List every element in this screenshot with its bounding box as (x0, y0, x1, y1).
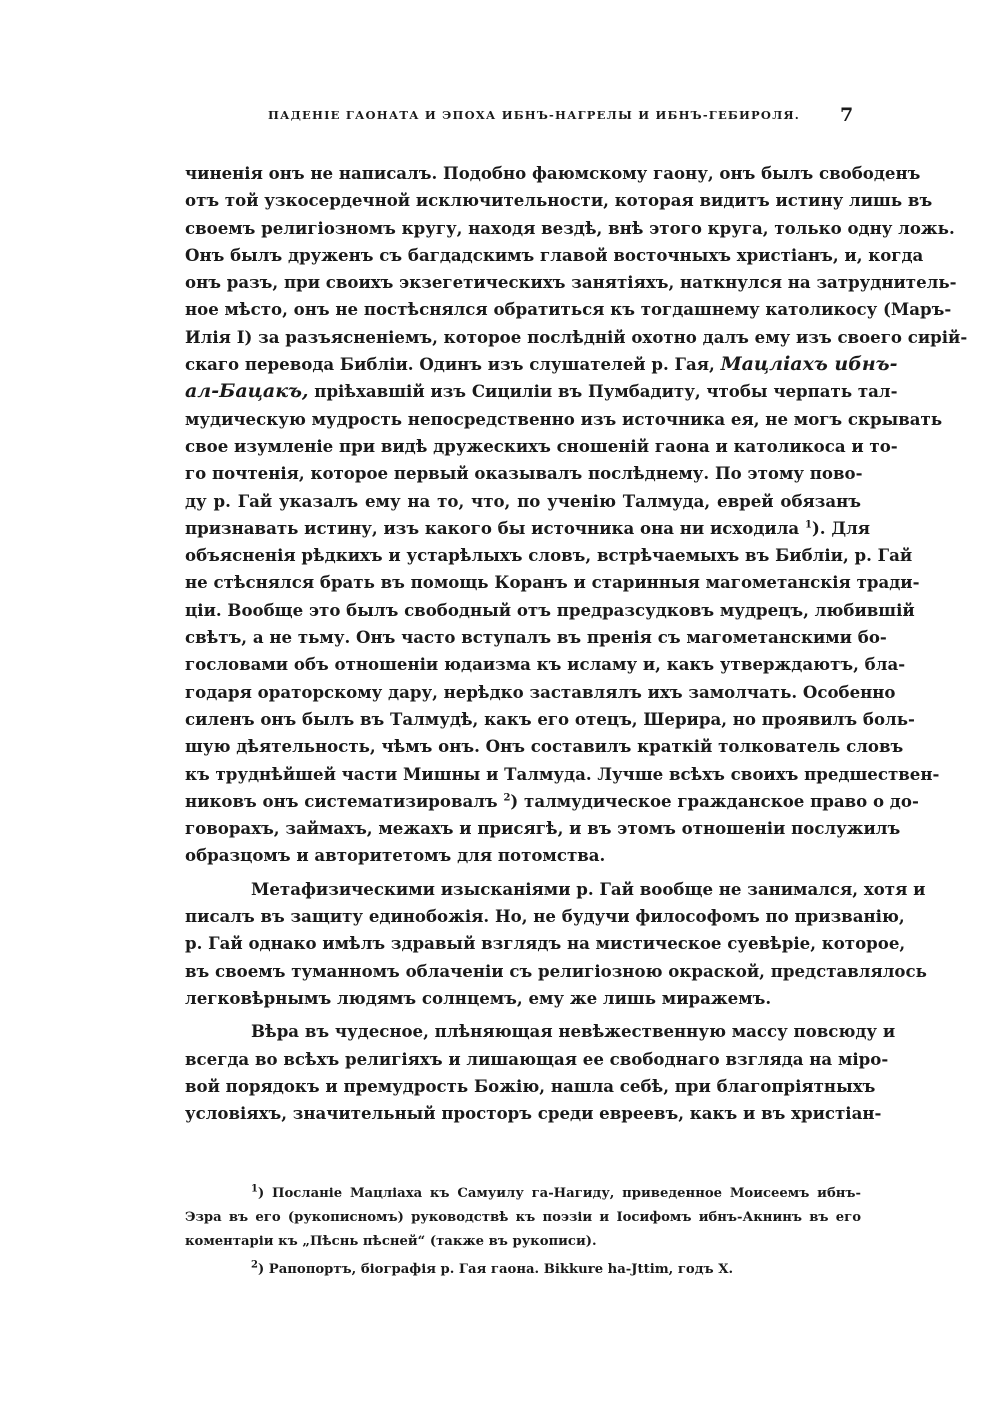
text-line (185, 515, 871, 542)
text-line: условіяхъ, значительный просторъ среди евреевъ, какъ и въ христіан- (185, 1103, 882, 1124)
text-line: онъ разъ, при своихъ экзегетическихъ занятіяхъ, наткнулся на затруднитель- (185, 272, 957, 293)
text-span: признавать истину, изъ какого бы источника она ни исходила (185, 517, 800, 538)
text-line: вой порядокъ и премудрость Божію, нашла себѣ, при благопріятныхъ (185, 1075, 876, 1096)
text-line: ду р. Гай указалъ ему на то, что, по ученію Талмуда, еврей обязанъ (185, 490, 861, 511)
page-number: 7 (840, 104, 854, 126)
text-span: пріѣхавшій изъ Сициліи въ Пумбадиту, чтобы черпать тал- (314, 381, 898, 402)
footnote-ref-1[interactable]: 1 (804, 519, 812, 531)
text-span: ). Для (811, 517, 871, 538)
text-line: го почтенія, которое первый оказывалъ послѣднему. По этому пово- (185, 463, 863, 484)
text-line: мудическую мудрость непосредственно изъ источника ея, не могъ скрывать (185, 408, 943, 429)
main-text (185, 160, 968, 1127)
text-line: свое изумленіе при видѣ дружескихъ сношеній гаона и католикоса и то- (185, 435, 898, 456)
text-line: отъ той узкосердечной исключительности, которая видитъ истину лишь въ (185, 190, 933, 211)
footnote-text: ) Рапопортъ, біографія р. Гая гаона. Bikkure ha-Jttim, годъ X. (257, 1262, 734, 1277)
text-line: Илія I) за разъясненіемъ, которое послѣдній охотно далъ ему изъ своего сирій- (185, 326, 968, 347)
text-line: Вѣра въ чудесное, плѣняющая невѣжественную массу повсюду и (251, 1021, 896, 1042)
footnotes (185, 1182, 861, 1282)
text-line (185, 788, 919, 815)
text-span: никовъ онъ систематизировалъ (185, 790, 498, 811)
text-line: не стѣснялся брать въ помощь Коранъ и старинныя магометанскія тради- (185, 572, 920, 593)
text-line: къ труднѣйшей части Мишны и Талмуда. Лучше всѣхъ своихъ предшествен- (185, 763, 940, 784)
text-line: всегда во всѣхъ религіяхъ и лишающая ее свободнаго взгляда на міро- (185, 1048, 889, 1069)
text-line: говорахъ, займахъ, межахъ и присягѣ, и въ этомъ отношеніи послужилъ (185, 818, 901, 839)
text-line: ціи. Вообще это былъ свободный отъ предразсудковъ мудрецъ, любившій (185, 599, 915, 620)
text-line: чиненія онъ не написалъ. Подобно фаюмскому гаону, онъ былъ свободенъ (185, 163, 921, 183)
text-line: писалъ въ защиту единобожія. Но, не будучи философомъ по призванію, (185, 906, 905, 927)
text-span: ) талмудическое гражданское право о до- (510, 790, 919, 811)
text-line: легковѣрнымъ людямъ солнцемъ, ему же лишь миражемъ. (185, 987, 772, 1008)
running-title: ПАДЕНІЕ ГАОНАТА И ЭПОХА ИБНЪ-НАГРЕЛЫ И ИБНЪ-ГЕБИРОЛЯ. (268, 108, 800, 122)
footnote-marker-1: 1 (251, 1183, 258, 1195)
text-line: шую дѣятельность, чѣмъ онъ. Онъ составилъ краткій толкователь словъ (185, 736, 904, 757)
text-line: въ своемъ туманномъ облаченіи съ религіозною окраской, представлялось (185, 960, 927, 981)
text-line: ное мѣсто, онъ не постѣснялся обратиться къ тогдашнему католикосу (Маръ- (185, 299, 952, 320)
footnote-ref-2[interactable]: 2 (503, 792, 511, 804)
italic-name: Мацліахъ ибнъ- (720, 353, 898, 376)
text-line: силенъ онъ былъ въ Талмудѣ, какъ его отецъ, Шерира, но проявилъ боль- (185, 708, 915, 729)
text-line: свѣтъ, а не тьму. Онъ часто вступалъ въ пренія съ магометанскими бо- (185, 627, 887, 648)
footnote-2-line (185, 1258, 861, 1282)
footnote-1-line: коментаріи къ „Пѣснь пѣсней“ (также въ рукописи). (185, 1234, 597, 1249)
text-span: скаго перевода Библіи. Одинъ изъ слушателей р. Гая, (185, 354, 715, 375)
footnote-1-line: Эзра въ его (рукописномъ) руководствѣ къ поэзіи и Іосифомъ ибнъ-Акнинъ въ его (185, 1210, 861, 1225)
footnote-1-line (185, 1182, 861, 1206)
footnote-marker-2: 2 (251, 1259, 258, 1271)
text-line: образцомъ и авторитетомъ для потомства. (185, 845, 606, 866)
text-line (185, 378, 898, 405)
text-line: годаря ораторскому дару, нерѣдко заставлялъ ихъ замолчать. Особенно (185, 681, 896, 702)
text-line: Метафизическими изысканіями р. Гай вообще не занимался, хотя и (251, 878, 926, 899)
italic-name: ал-Бацакъ, (185, 380, 309, 403)
text-line: своемъ религіозномъ кругу, находя вездѣ, внѣ этого круга, только одну ложь. (185, 217, 955, 238)
text-line: объясненія рѣдкихъ и устарѣлыхъ словъ, встрѣчаемыхъ въ Библіи, р. Гай (185, 545, 913, 566)
text-line: Онъ былъ друженъ съ багдадскимъ главой восточныхъ христіанъ, и, когда (185, 244, 924, 265)
text-line: р. Гай однако имѣлъ здравый взглядъ на мистическое суевѣріе, которое, (185, 933, 906, 954)
text-line: гословами объ отношеніи юдаизма къ исламу и, какъ утверждаютъ, бла- (185, 654, 906, 675)
footnote-text: ) Посланіе Мацліаха къ Самуилу га-Нагиду, приведенное Моисеемъ ибнъ- (257, 1186, 861, 1201)
text-line (185, 351, 898, 378)
